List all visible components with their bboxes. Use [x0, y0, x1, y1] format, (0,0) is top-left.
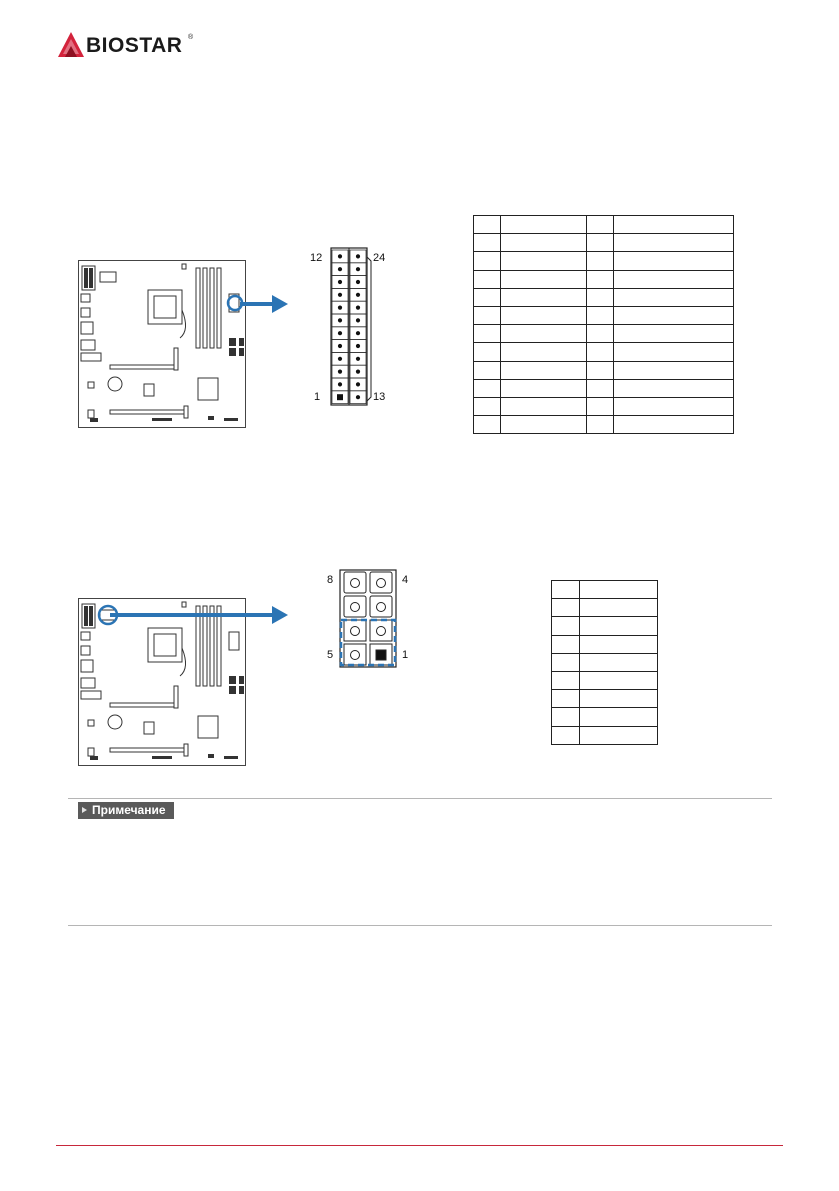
- pin-label-1: 1: [402, 649, 409, 661]
- pin-label-8: 8: [327, 574, 334, 586]
- connector-pin: [356, 331, 360, 335]
- logo-text: BIOSTAR: [86, 34, 183, 57]
- table-row: [474, 216, 734, 234]
- connector-pin: [338, 344, 342, 348]
- table-cell: [500, 397, 586, 415]
- table-cell: [586, 252, 613, 270]
- atx-24pin-connector-diagram: [330, 247, 372, 407]
- table-cell: [580, 671, 658, 689]
- table-cell: [586, 216, 613, 234]
- table-row: [474, 343, 734, 361]
- table-cell: [500, 252, 586, 270]
- connector-pin: [356, 344, 360, 348]
- table-cell: [500, 361, 586, 379]
- connector-pin: [356, 293, 360, 297]
- table-cell: [474, 216, 501, 234]
- connector-pin: [338, 280, 342, 284]
- motherboard-diagram-24pin: [78, 260, 246, 428]
- pin-label-4: 4: [402, 574, 409, 586]
- table-cell: [586, 325, 613, 343]
- table-cell: [614, 288, 734, 306]
- note-bottom-divider: [68, 925, 772, 926]
- connector-pin: [356, 306, 360, 310]
- table-row: [474, 416, 734, 434]
- table-cell: [500, 416, 586, 434]
- pin-label-5: 5: [327, 649, 334, 661]
- footer-divider: [56, 1145, 783, 1146]
- table-cell: [580, 617, 658, 635]
- pin-label-12: 12: [310, 252, 323, 264]
- table-cell: [586, 306, 613, 324]
- connector-pin: [338, 382, 342, 386]
- table-cell: [586, 416, 613, 434]
- table-cell: [586, 270, 613, 288]
- atx-24pin-table: [473, 215, 734, 434]
- pin-label-24: 24: [373, 252, 386, 264]
- logo-registered-mark: ®: [188, 34, 194, 41]
- table-cell: [586, 288, 613, 306]
- connector-pin: [356, 382, 360, 386]
- connector-pin: [338, 254, 342, 258]
- table-cell: [552, 635, 580, 653]
- table-row: [474, 325, 734, 343]
- table-cell: [614, 270, 734, 288]
- table-cell: [552, 653, 580, 671]
- connector-pin: [338, 306, 342, 310]
- table-cell: [500, 343, 586, 361]
- table-cell: [474, 416, 501, 434]
- connector-pin: [338, 267, 342, 271]
- table-cell: [552, 599, 580, 617]
- table-row: [552, 599, 658, 617]
- note-label: Примечание: [78, 802, 174, 819]
- table-cell: [552, 690, 580, 708]
- connector-pin: [356, 254, 360, 258]
- logo-mark-icon: [56, 30, 86, 60]
- table-cell: [552, 581, 580, 599]
- connector-pin: [356, 370, 360, 374]
- connector-pin: [338, 370, 342, 374]
- biostar-logo: [56, 28, 206, 64]
- atx-8pin-connector-diagram: [337, 567, 399, 671]
- table-row: [474, 306, 734, 324]
- table-cell: [586, 343, 613, 361]
- connector-pin: [337, 394, 343, 400]
- table-cell: [474, 288, 501, 306]
- table-cell: [586, 379, 613, 397]
- connector-pin: [356, 267, 360, 271]
- table-cell: [474, 361, 501, 379]
- connector-pin: [356, 280, 360, 284]
- arrow-right-icon: [110, 604, 290, 626]
- table-cell: [500, 234, 586, 252]
- table-row: [552, 690, 658, 708]
- table-cell: [614, 379, 734, 397]
- table-cell: [580, 653, 658, 671]
- table-cell: [500, 288, 586, 306]
- table-row: [474, 252, 734, 270]
- table-cell: [474, 270, 501, 288]
- table-cell: [580, 726, 658, 744]
- table-row: [552, 671, 658, 689]
- table-row: [474, 379, 734, 397]
- table-cell: [580, 690, 658, 708]
- table-cell: [500, 379, 586, 397]
- table-cell: [580, 635, 658, 653]
- table-row: [474, 361, 734, 379]
- table-cell: [586, 361, 613, 379]
- table-cell: [500, 325, 586, 343]
- table-cell: [474, 306, 501, 324]
- connector-pin: [338, 318, 342, 322]
- table-cell: [586, 234, 613, 252]
- connector-pin: [376, 650, 386, 660]
- table-cell: [474, 325, 501, 343]
- table-cell: [614, 306, 734, 324]
- arrow-right-icon: [240, 293, 290, 315]
- table-row: [552, 726, 658, 744]
- table-cell: [614, 216, 734, 234]
- table-cell: [500, 216, 586, 234]
- table-row: [474, 270, 734, 288]
- note-top-divider: [68, 798, 772, 799]
- table-row: [474, 234, 734, 252]
- table-row: [552, 708, 658, 726]
- table-cell: [586, 397, 613, 415]
- connector-pin: [338, 357, 342, 361]
- pin-label-1: 1: [314, 391, 321, 403]
- table-cell: [614, 343, 734, 361]
- table-cell: [552, 726, 580, 744]
- table-cell: [552, 617, 580, 635]
- table-cell: [614, 416, 734, 434]
- atx-8pin-table: [551, 580, 658, 745]
- table-cell: [474, 343, 501, 361]
- table-cell: [500, 270, 586, 288]
- connector-pin: [338, 293, 342, 297]
- connector-pin: [338, 331, 342, 335]
- table-row: [552, 653, 658, 671]
- table-cell: [552, 708, 580, 726]
- table-row: [552, 581, 658, 599]
- table-cell: [500, 306, 586, 324]
- connector-pin: [356, 395, 360, 399]
- table-row: [552, 635, 658, 653]
- table-row: [552, 617, 658, 635]
- table-cell: [580, 581, 658, 599]
- table-cell: [614, 397, 734, 415]
- table-cell: [474, 379, 501, 397]
- connector-pin: [356, 357, 360, 361]
- table-cell: [614, 234, 734, 252]
- table-cell: [474, 397, 501, 415]
- table-row: [474, 288, 734, 306]
- table-cell: [552, 671, 580, 689]
- pin-label-13: 13: [373, 391, 386, 403]
- connector-pin: [356, 318, 360, 322]
- table-cell: [580, 708, 658, 726]
- table-cell: [580, 599, 658, 617]
- table-cell: [474, 252, 501, 270]
- table-cell: [614, 252, 734, 270]
- table-row: [474, 397, 734, 415]
- table-cell: [614, 361, 734, 379]
- table-cell: [474, 234, 501, 252]
- table-cell: [614, 325, 734, 343]
